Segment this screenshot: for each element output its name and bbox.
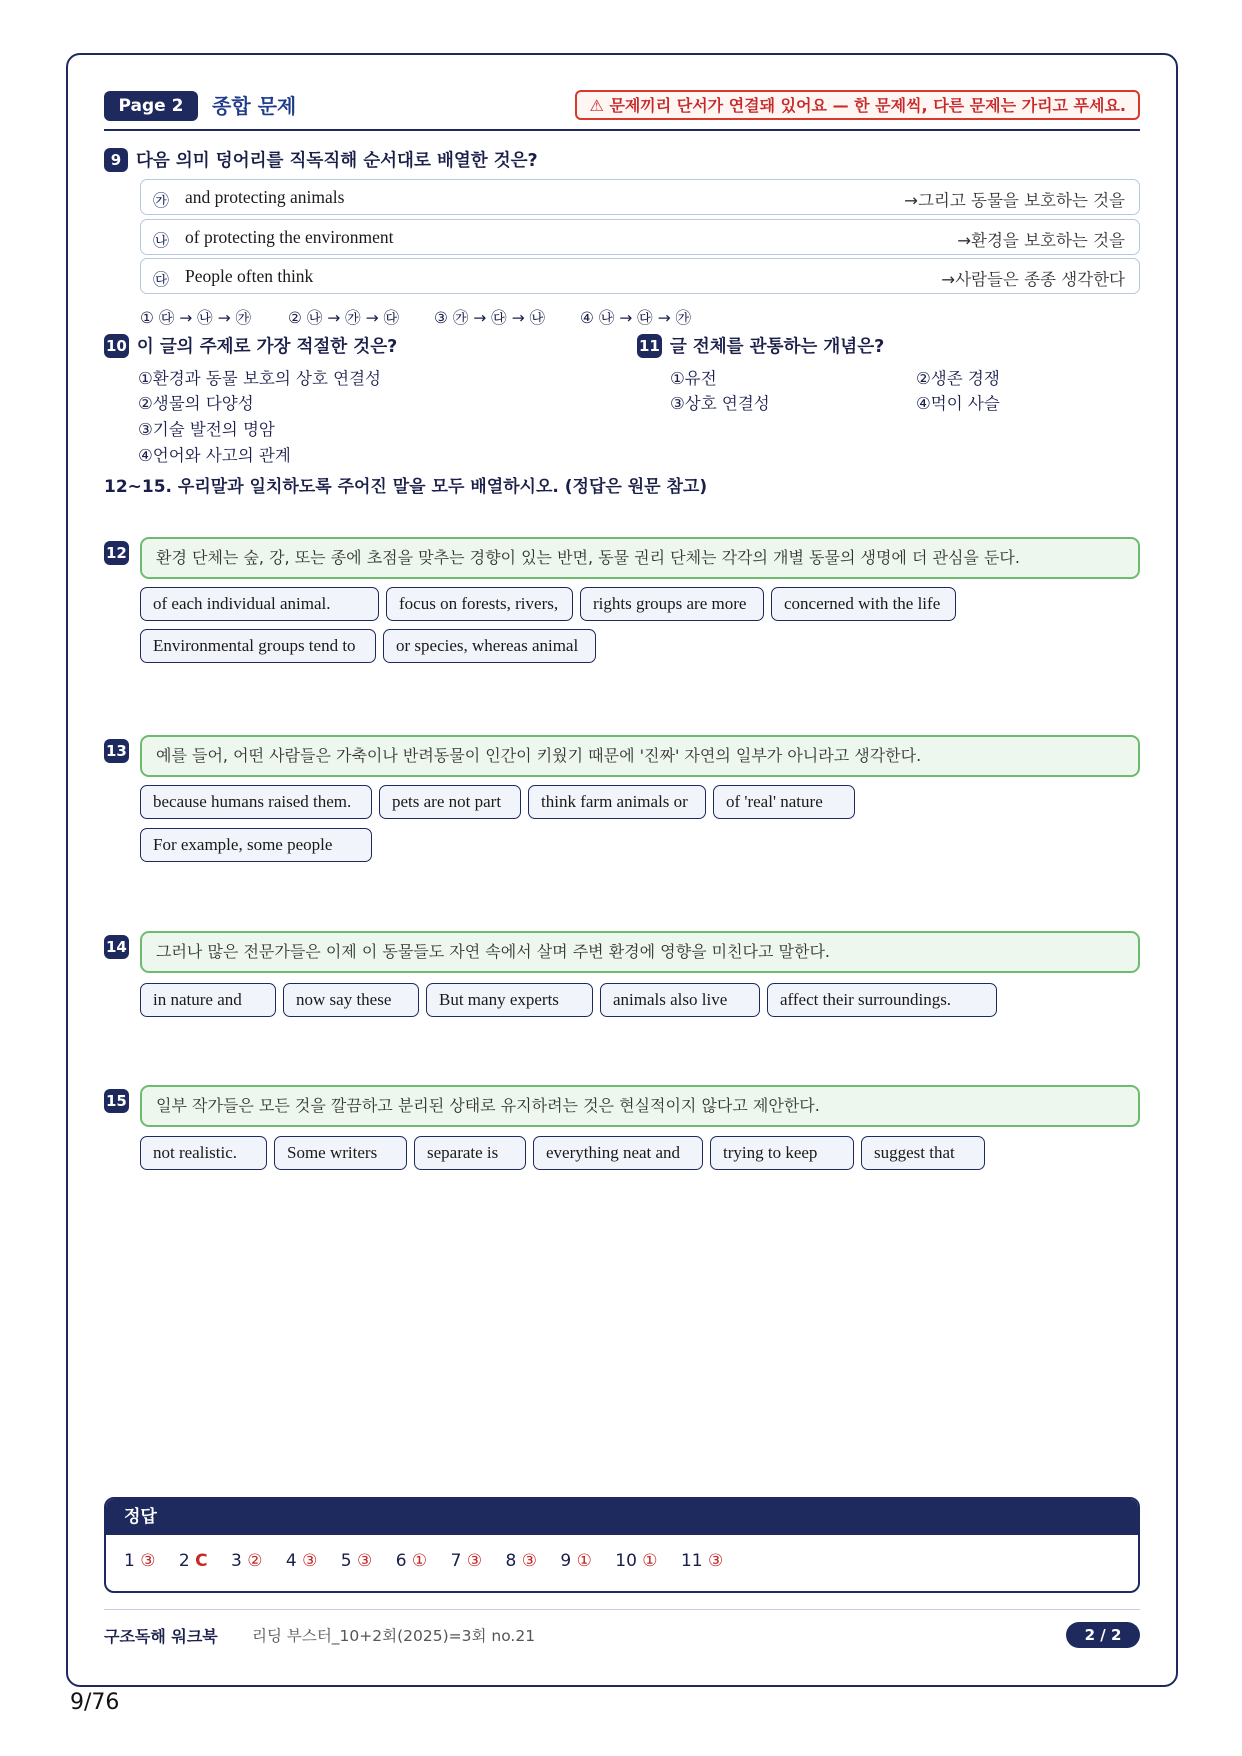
q10-option-2[interactable]: ②생물의 다양성 bbox=[138, 394, 254, 413]
question-11 bbox=[637, 333, 884, 358]
page-header bbox=[104, 91, 1140, 131]
question-10 bbox=[104, 333, 397, 358]
answer-item: 6 ① bbox=[395, 1551, 428, 1571]
word-tile[interactable]: rights groups are more bbox=[580, 587, 764, 621]
word-tile[interactable]: because humans raised them. bbox=[140, 785, 372, 819]
word-tile[interactable]: of 'real' nature bbox=[713, 785, 855, 819]
section-title: 종합 문제 bbox=[212, 94, 297, 118]
korean-sentence: 일부 작가들은 모든 것을 깔끔하고 분리된 상태로 유지하려는 것은 현실적이지 않다고 제안한다. bbox=[140, 1085, 1140, 1127]
chunk-english: and protecting animals bbox=[185, 187, 345, 207]
question-number: 13 bbox=[104, 739, 129, 763]
korean-sentence: 예를 들어, 어떤 사람들은 가축이나 반려동물이 인간이 키웠기 때문에 '진짜' 자연의 일부가 아니라고 생각한다. bbox=[140, 735, 1140, 777]
arrange-instruction: 12~15. 우리말과 일치하도록 주어진 말을 모두 배열하시오. (정답은 원문 참고) bbox=[104, 477, 708, 497]
answer-item: 9 ① bbox=[560, 1551, 592, 1571]
chunk-korean: →환경을 보호하는 것을 bbox=[957, 231, 1125, 250]
chunk-mark: ㉰ bbox=[153, 270, 170, 289]
q9-option-2[interactable]: ② ㉯ → ㉮ → ㉰ bbox=[288, 309, 400, 327]
chunk-row bbox=[140, 179, 1140, 215]
answer-item: 11 ③ bbox=[680, 1551, 724, 1571]
question-9 bbox=[104, 147, 538, 172]
chunk-korean: →그리고 동물을 보호하는 것을 bbox=[904, 191, 1125, 210]
word-tile[interactable]: not realistic. bbox=[140, 1136, 267, 1170]
answer-item: 2 C bbox=[178, 1551, 208, 1571]
q10-option-4[interactable]: ④언어와 사고의 관계 bbox=[138, 446, 291, 465]
worksheet-page bbox=[66, 53, 1178, 1687]
chunk-mark: ㉮ bbox=[153, 191, 170, 210]
word-tile[interactable]: everything neat and bbox=[533, 1136, 703, 1170]
word-tile[interactable]: think farm animals or bbox=[528, 785, 706, 819]
word-tile[interactable]: in nature and bbox=[140, 983, 276, 1017]
chunk-row bbox=[140, 258, 1140, 294]
word-tile[interactable]: affect their surroundings. bbox=[767, 983, 997, 1017]
chunk-mark: ㉯ bbox=[153, 231, 170, 250]
korean-sentence: 환경 단체는 숲, 강, 또는 종에 초점을 맞추는 경향이 있는 반면, 동물 권리 단체는 각각의 개별 동물의 생명에 더 관심을 둔다. bbox=[140, 537, 1140, 579]
chunk-korean: →사람들은 종종 생각한다 bbox=[941, 270, 1125, 289]
question-number: 12 bbox=[104, 541, 129, 565]
question-text: 글 전체를 관통하는 개념은? bbox=[669, 337, 885, 357]
word-tile[interactable]: now say these bbox=[283, 983, 419, 1017]
word-tile[interactable]: Environmental groups tend to bbox=[140, 629, 376, 663]
answer-item: 8 ③ bbox=[505, 1551, 537, 1571]
q9-option-1[interactable]: ① ㉰ → ㉯ → ㉮ bbox=[140, 309, 252, 327]
answer-item: 10 ① bbox=[615, 1551, 658, 1571]
q11-option-2[interactable]: ②생존 경쟁 bbox=[916, 369, 1000, 388]
footer-meta: 리딩 부스터_10+2회(2025)=3회 no.21 bbox=[252, 1627, 536, 1645]
chunk-english: People often think bbox=[185, 266, 314, 286]
word-tile[interactable]: But many experts bbox=[426, 983, 593, 1017]
answer-item: 1 ③ bbox=[124, 1551, 156, 1571]
question-text: 이 글의 주제로 가장 적절한 것은? bbox=[136, 337, 398, 357]
word-tile[interactable]: animals also live bbox=[600, 983, 760, 1017]
warning-banner: ⚠ 문제끼리 단서가 연결돼 있어요 — 한 문제씩, 다른 문제는 가리고 푸세요. bbox=[575, 90, 1140, 120]
footer-brand: 구조독해 워크북 bbox=[104, 1627, 218, 1646]
question-number: 11 bbox=[637, 334, 662, 358]
answer-item: 3 ② bbox=[231, 1551, 263, 1571]
word-tile[interactable]: pets are not part bbox=[379, 785, 521, 819]
question-number: 15 bbox=[104, 1089, 129, 1113]
word-tile[interactable]: For example, some people bbox=[140, 828, 372, 862]
q10-option-1[interactable]: ①환경과 동물 보호의 상호 연결성 bbox=[138, 369, 381, 388]
word-tile[interactable]: separate is bbox=[414, 1136, 526, 1170]
q10-option-3[interactable]: ③기술 발전의 명암 bbox=[138, 420, 275, 439]
page-counter: 9/76 bbox=[70, 1690, 120, 1715]
word-tile[interactable]: suggest that bbox=[861, 1136, 985, 1170]
question-number: 10 bbox=[104, 334, 129, 358]
answer-item: 4 ③ bbox=[285, 1551, 318, 1571]
answer-key-title: 정답 bbox=[106, 1499, 1138, 1535]
page-footer bbox=[104, 1609, 1140, 1646]
question-number: 9 bbox=[104, 148, 128, 172]
q11-option-4[interactable]: ④먹이 사슬 bbox=[916, 394, 1000, 413]
answer-key bbox=[104, 1497, 1140, 1593]
q11-option-3[interactable]: ③상호 연결성 bbox=[670, 394, 770, 413]
word-tile[interactable]: trying to keep bbox=[710, 1136, 854, 1170]
q9-option-4[interactable]: ④ ㉯ → ㉰ → ㉮ bbox=[580, 309, 692, 327]
question-number: 14 bbox=[104, 935, 129, 959]
word-tile[interactable]: Some writers bbox=[274, 1136, 407, 1170]
q9-option-3[interactable]: ③ ㉮ → ㉰ → ㉯ bbox=[434, 309, 546, 327]
word-tile[interactable]: or species, whereas animal bbox=[383, 629, 596, 663]
chunk-english: of protecting the environment bbox=[185, 227, 394, 247]
answer-item: 5 ③ bbox=[340, 1551, 373, 1571]
word-tile[interactable]: focus on forests, rivers, bbox=[386, 587, 573, 621]
word-tile[interactable]: of each individual animal. bbox=[140, 587, 379, 621]
answer-list bbox=[124, 1551, 741, 1571]
footer-page-indicator: 2 / 2 bbox=[1066, 1622, 1140, 1648]
korean-sentence: 그러나 많은 전문가들은 이제 이 동물들도 자연 속에서 살며 주변 환경에 영향을 미친다고 말한다. bbox=[140, 931, 1140, 973]
word-tile[interactable]: concerned with the life bbox=[771, 587, 956, 621]
answer-item: 7 ③ bbox=[450, 1551, 483, 1571]
chunk-row bbox=[140, 219, 1140, 255]
q11-option-1[interactable]: ①유전 bbox=[670, 369, 717, 388]
question-text: 다음 의미 덩어리를 직독직해 순서대로 배열한 것은? bbox=[136, 151, 538, 171]
page-badge: Page 2 bbox=[104, 91, 198, 121]
